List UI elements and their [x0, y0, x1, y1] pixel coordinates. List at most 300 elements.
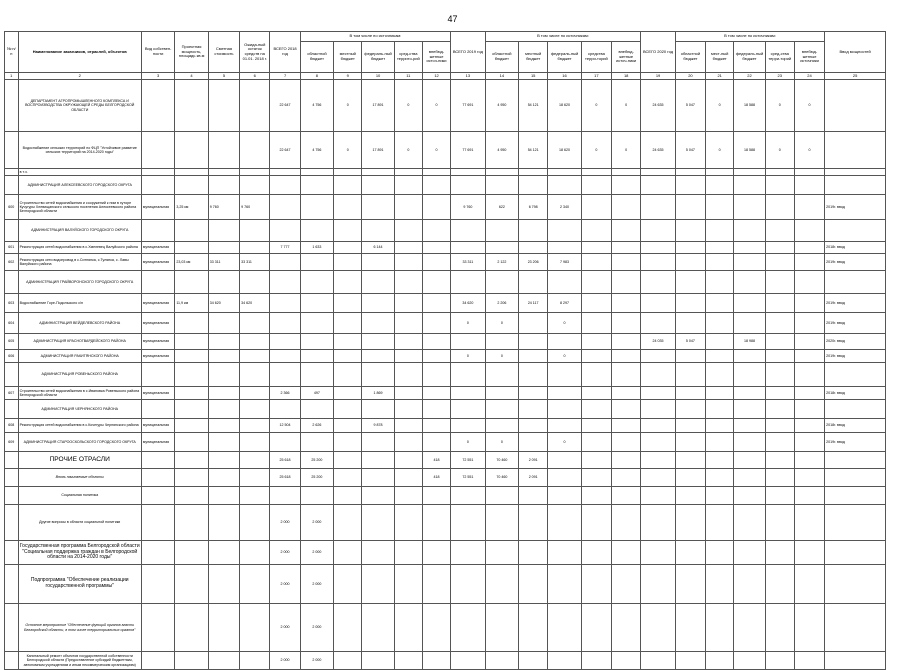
commission-cell [825, 271, 886, 294]
value-cell [208, 132, 239, 169]
value-cell [794, 176, 824, 195]
value-cell [581, 565, 611, 604]
row-name: АДМИНИСТРАЦИЯ ГРАЙВОРОНСКОГО ГОРОДСКОГО ОКРУГА [18, 271, 141, 294]
commission-cell: 2019г. ввод [825, 313, 886, 334]
value-cell [451, 604, 485, 652]
value-cell [765, 363, 794, 387]
row-number: 605 [5, 334, 19, 350]
value-cell [362, 487, 394, 505]
value-cell [794, 541, 824, 565]
value-cell [175, 541, 208, 565]
value-cell: 25 618 [270, 469, 300, 487]
value-cell [485, 220, 518, 242]
table-row [5, 565, 886, 604]
value-cell [519, 313, 548, 334]
value-cell [175, 469, 208, 487]
value-cell: 18 988 [734, 334, 765, 350]
value-cell [270, 487, 300, 505]
value-cell [270, 350, 300, 363]
value-cell: муниципальная [141, 254, 174, 271]
value-cell [794, 242, 824, 254]
value-cell [422, 242, 450, 254]
value-cell [451, 400, 485, 419]
value-cell [675, 363, 705, 387]
value-cell [734, 169, 765, 176]
value-cell [300, 433, 333, 452]
value-cell: 0 [548, 350, 581, 363]
value-cell: 2 366 [270, 387, 300, 400]
value-cell [240, 433, 270, 452]
value-cell [612, 220, 641, 242]
value-cell [794, 400, 824, 419]
header-2020-extrabudget: внебюд-жетные источники [794, 42, 824, 73]
value-cell: 34 620 [451, 294, 485, 313]
value-cell [581, 254, 611, 271]
value-cell: 12 504 [270, 419, 300, 433]
value-cell: 23 206 [519, 254, 548, 271]
value-cell [641, 242, 675, 254]
value-cell [734, 220, 765, 242]
value-cell [485, 487, 518, 505]
value-cell [362, 254, 394, 271]
value-cell [240, 220, 270, 242]
header-total-2018: ВСЕГО 2018 год [270, 32, 300, 73]
value-cell [675, 313, 705, 334]
value-cell [422, 334, 450, 350]
row-number: 602 [5, 254, 19, 271]
value-cell [334, 400, 362, 419]
value-cell: 34 620 [240, 294, 270, 313]
value-cell: 418 [422, 469, 450, 487]
value-cell [334, 195, 362, 220]
value-cell [765, 452, 794, 469]
value-cell [451, 565, 485, 604]
value-cell [422, 387, 450, 400]
value-cell [612, 469, 641, 487]
value-cell [240, 132, 270, 169]
value-cell [706, 169, 734, 176]
value-cell [641, 169, 675, 176]
value-cell [612, 169, 641, 176]
value-cell [175, 387, 208, 400]
row-number [5, 469, 19, 487]
value-cell [485, 541, 518, 565]
value-cell [334, 242, 362, 254]
value-cell [422, 271, 450, 294]
value-cell [240, 363, 270, 387]
value-cell [394, 220, 422, 242]
table-row [5, 363, 886, 387]
value-cell [519, 604, 548, 652]
column-number: 11 [394, 73, 422, 80]
value-cell [394, 271, 422, 294]
value-cell [394, 505, 422, 541]
column-number: 8 [300, 73, 333, 80]
value-cell [334, 419, 362, 433]
value-cell [794, 565, 824, 604]
value-cell [270, 400, 300, 419]
value-cell [548, 452, 581, 469]
header-capacity: Проектная мощность, площадь кв.м [175, 32, 208, 73]
value-cell [675, 220, 705, 242]
value-cell [300, 334, 333, 350]
value-cell [734, 242, 765, 254]
value-cell [270, 313, 300, 334]
value-cell [451, 363, 485, 387]
header-remain: Ожида-ный остаток средств на 01.01. 2018 г. [240, 32, 270, 73]
value-cell [641, 652, 675, 670]
value-cell [794, 271, 824, 294]
value-cell [422, 487, 450, 505]
value-cell [706, 254, 734, 271]
value-cell [175, 400, 208, 419]
value-cell: 9 760 [240, 195, 270, 220]
value-cell [794, 195, 824, 220]
value-cell [519, 400, 548, 419]
column-number: 5 [208, 73, 239, 80]
value-cell [208, 419, 239, 433]
table-row [5, 80, 886, 132]
value-cell [208, 271, 239, 294]
value-cell [765, 176, 794, 195]
value-cell [765, 604, 794, 652]
value-cell [519, 334, 548, 350]
value-cell [451, 220, 485, 242]
value-cell [641, 195, 675, 220]
value-cell [175, 505, 208, 541]
value-cell: 33 311 [451, 254, 485, 271]
value-cell [394, 419, 422, 433]
column-number: 2 [18, 73, 141, 80]
row-number [5, 271, 19, 294]
row-name: в т.ч. [18, 169, 141, 176]
value-cell [765, 254, 794, 271]
value-cell [612, 313, 641, 334]
value-cell [765, 195, 794, 220]
value-cell [300, 254, 333, 271]
value-cell [141, 132, 174, 169]
value-cell [519, 419, 548, 433]
table-row [5, 487, 886, 505]
value-cell [175, 419, 208, 433]
page-number: 47 [447, 14, 458, 24]
value-cell [240, 242, 270, 254]
value-cell [394, 469, 422, 487]
value-cell [612, 505, 641, 541]
value-cell [422, 195, 450, 220]
row-number: 609 [5, 433, 19, 452]
table-row [5, 350, 886, 363]
value-cell [240, 604, 270, 652]
row-name: АДМИНИСТРАЦИЯ СТАРООСКОЛЬСКОГО ГОРОДСКОГО ОКРУГА [18, 433, 141, 452]
row-number [5, 169, 19, 176]
value-cell [641, 363, 675, 387]
value-cell: 18 620 [548, 80, 581, 132]
value-cell [334, 334, 362, 350]
column-number: 12 [422, 73, 450, 80]
value-cell: 0 [451, 350, 485, 363]
value-cell [612, 334, 641, 350]
value-cell [734, 176, 765, 195]
value-cell [362, 604, 394, 652]
value-cell [334, 487, 362, 505]
value-cell [240, 505, 270, 541]
column-number: 7 [270, 73, 300, 80]
row-name: АДМИНИСТРАЦИЯ ВЕЙДЕЛЕВСКОГО РАЙОНА [18, 313, 141, 334]
value-cell [641, 254, 675, 271]
value-cell [451, 505, 485, 541]
value-cell [581, 334, 611, 350]
value-cell [706, 363, 734, 387]
value-cell: 418 [422, 452, 450, 469]
value-cell [485, 400, 518, 419]
value-cell [362, 350, 394, 363]
value-cell [422, 220, 450, 242]
value-cell: муниципальная [141, 433, 174, 452]
value-cell [612, 294, 641, 313]
value-cell [734, 195, 765, 220]
value-cell [300, 195, 333, 220]
column-number: 9 [334, 73, 362, 80]
value-cell [706, 350, 734, 363]
value-cell [240, 176, 270, 195]
value-cell [141, 271, 174, 294]
value-cell [485, 419, 518, 433]
value-cell [334, 176, 362, 195]
row-number [5, 541, 19, 565]
value-cell [765, 169, 794, 176]
row-number [5, 565, 19, 604]
value-cell [581, 452, 611, 469]
value-cell: 0 [394, 132, 422, 169]
value-cell: 25 618 [270, 452, 300, 469]
column-number: 20 [675, 73, 705, 80]
value-cell: 2 000 [270, 541, 300, 565]
value-cell: 0 [451, 433, 485, 452]
value-cell [175, 334, 208, 350]
value-cell: 622 [485, 195, 518, 220]
value-cell [612, 242, 641, 254]
value-cell [519, 565, 548, 604]
value-cell [175, 452, 208, 469]
value-cell [612, 652, 641, 670]
value-cell: 24 035 [641, 334, 675, 350]
column-number: 23 [765, 73, 794, 80]
value-cell [706, 419, 734, 433]
value-cell [548, 176, 581, 195]
value-cell [362, 363, 394, 387]
row-name: Государственная программа Белгородской области "Социальная поддержка граждан в Белгородской области на 2014-2020 годы" [18, 541, 141, 565]
header-commission: Ввод мощностей [825, 32, 886, 73]
header-total-2020: ВСЕГО 2020 год [641, 32, 675, 73]
value-cell [706, 565, 734, 604]
value-cell [794, 387, 824, 400]
value-cell: 2 000 [270, 505, 300, 541]
value-cell [362, 400, 394, 419]
table-row [5, 271, 886, 294]
value-cell [422, 363, 450, 387]
value-cell [362, 469, 394, 487]
value-cell: 0 [612, 80, 641, 132]
commission-cell [825, 80, 886, 132]
value-cell [362, 195, 394, 220]
commission-cell [825, 400, 886, 419]
value-cell [270, 195, 300, 220]
value-cell [794, 433, 824, 452]
table-row [5, 294, 886, 313]
value-cell [581, 294, 611, 313]
header-total-2019: ВСЕГО 2019 год [451, 32, 485, 73]
value-cell [675, 452, 705, 469]
value-cell: муниципальная [141, 350, 174, 363]
value-cell [422, 350, 450, 363]
value-cell: 0 [334, 132, 362, 169]
value-cell: 0 [548, 433, 581, 452]
value-cell [394, 387, 422, 400]
value-cell [675, 350, 705, 363]
table-row [5, 169, 886, 176]
table-row [5, 195, 886, 220]
value-cell: 5 047 [675, 334, 705, 350]
value-cell [240, 387, 270, 400]
value-cell [362, 313, 394, 334]
header-sources-2018: В том числе по источникам: [300, 32, 450, 42]
value-cell [422, 565, 450, 604]
value-cell: 0 [334, 80, 362, 132]
value-cell [362, 220, 394, 242]
value-cell [519, 433, 548, 452]
value-cell [240, 487, 270, 505]
value-cell: 2 000 [300, 604, 333, 652]
column-number: 22 [734, 73, 765, 80]
value-cell [548, 271, 581, 294]
value-cell: 0 [422, 132, 450, 169]
value-cell [175, 350, 208, 363]
value-cell [612, 487, 641, 505]
value-cell [706, 176, 734, 195]
value-cell [141, 363, 174, 387]
value-cell: 24 635 [641, 132, 675, 169]
value-cell [612, 176, 641, 195]
value-cell [141, 176, 174, 195]
value-cell [641, 565, 675, 604]
value-cell [519, 505, 548, 541]
value-cell [422, 541, 450, 565]
value-cell: 18 588 [734, 132, 765, 169]
row-name: АДМИНИСТРАЦИЯ РОВЕНЬСКОГО РАЙОНА [18, 363, 141, 387]
value-cell [581, 220, 611, 242]
value-cell [706, 271, 734, 294]
value-cell [141, 604, 174, 652]
value-cell: 34 620 [208, 294, 239, 313]
value-cell [675, 652, 705, 670]
value-cell [362, 505, 394, 541]
value-cell [270, 433, 300, 452]
value-cell [519, 363, 548, 387]
table-row [5, 469, 886, 487]
value-cell [485, 271, 518, 294]
table-row [5, 433, 886, 452]
value-cell [548, 419, 581, 433]
commission-cell [825, 132, 886, 169]
table-row [5, 604, 886, 652]
value-cell [641, 452, 675, 469]
value-cell [300, 271, 333, 294]
commission-cell: 2020г. ввод [825, 334, 886, 350]
value-cell: 0 [485, 350, 518, 363]
value-cell: муниципальная [141, 387, 174, 400]
value-cell [581, 363, 611, 387]
value-cell: 23,03 км [175, 254, 208, 271]
row-number [5, 452, 19, 469]
row-number [5, 652, 19, 670]
value-cell: 2 000 [300, 652, 333, 670]
value-cell [675, 400, 705, 419]
value-cell: 0 [422, 80, 450, 132]
value-cell [175, 565, 208, 604]
row-name: Вновь начинаемые объекты [18, 469, 141, 487]
header-2020-territory: сред-ства терри-торий [765, 42, 794, 73]
value-cell: 8 297 [548, 294, 581, 313]
commission-cell [825, 363, 886, 387]
value-cell [641, 604, 675, 652]
value-cell [548, 469, 581, 487]
header-owner: Вид собствен-ности [141, 32, 174, 73]
value-cell: муниципальная [141, 195, 174, 220]
value-cell: 54 121 [519, 80, 548, 132]
value-cell [734, 271, 765, 294]
value-cell [422, 505, 450, 541]
value-cell [765, 469, 794, 487]
value-cell [422, 433, 450, 452]
commission-cell [825, 176, 886, 195]
value-cell: 0 [765, 132, 794, 169]
value-cell: 17 891 [362, 80, 394, 132]
value-cell: 2 000 [270, 652, 300, 670]
row-name: АДМИНИСТРАЦИЯ ЧЕРНЯНСКОГО РАЙОНА [18, 400, 141, 419]
column-number: 24 [794, 73, 824, 80]
value-cell [581, 242, 611, 254]
value-cell: 70 460 [485, 452, 518, 469]
value-cell: 9 878 [362, 419, 394, 433]
value-cell [334, 505, 362, 541]
commission-cell: 2018г. ввод [825, 387, 886, 400]
value-cell [175, 487, 208, 505]
value-cell: 22 647 [270, 80, 300, 132]
value-cell [208, 604, 239, 652]
value-cell [362, 271, 394, 294]
commission-cell: 2019г. ввод [825, 254, 886, 271]
value-cell [208, 452, 239, 469]
row-number [5, 363, 19, 387]
value-cell: 9 760 [208, 195, 239, 220]
value-cell [334, 433, 362, 452]
value-cell [394, 652, 422, 670]
value-cell [334, 363, 362, 387]
row-name: АДМИНИСТРАЦИЯ РАКИТЯНСКОГО РАЙОНА [18, 350, 141, 363]
column-number-row [5, 73, 886, 80]
value-cell [706, 433, 734, 452]
value-cell [794, 652, 824, 670]
value-cell: 7 777 [270, 242, 300, 254]
value-cell [581, 469, 611, 487]
value-cell [394, 254, 422, 271]
value-cell [208, 487, 239, 505]
value-cell [334, 169, 362, 176]
value-cell [270, 176, 300, 195]
value-cell [675, 254, 705, 271]
value-cell [548, 604, 581, 652]
